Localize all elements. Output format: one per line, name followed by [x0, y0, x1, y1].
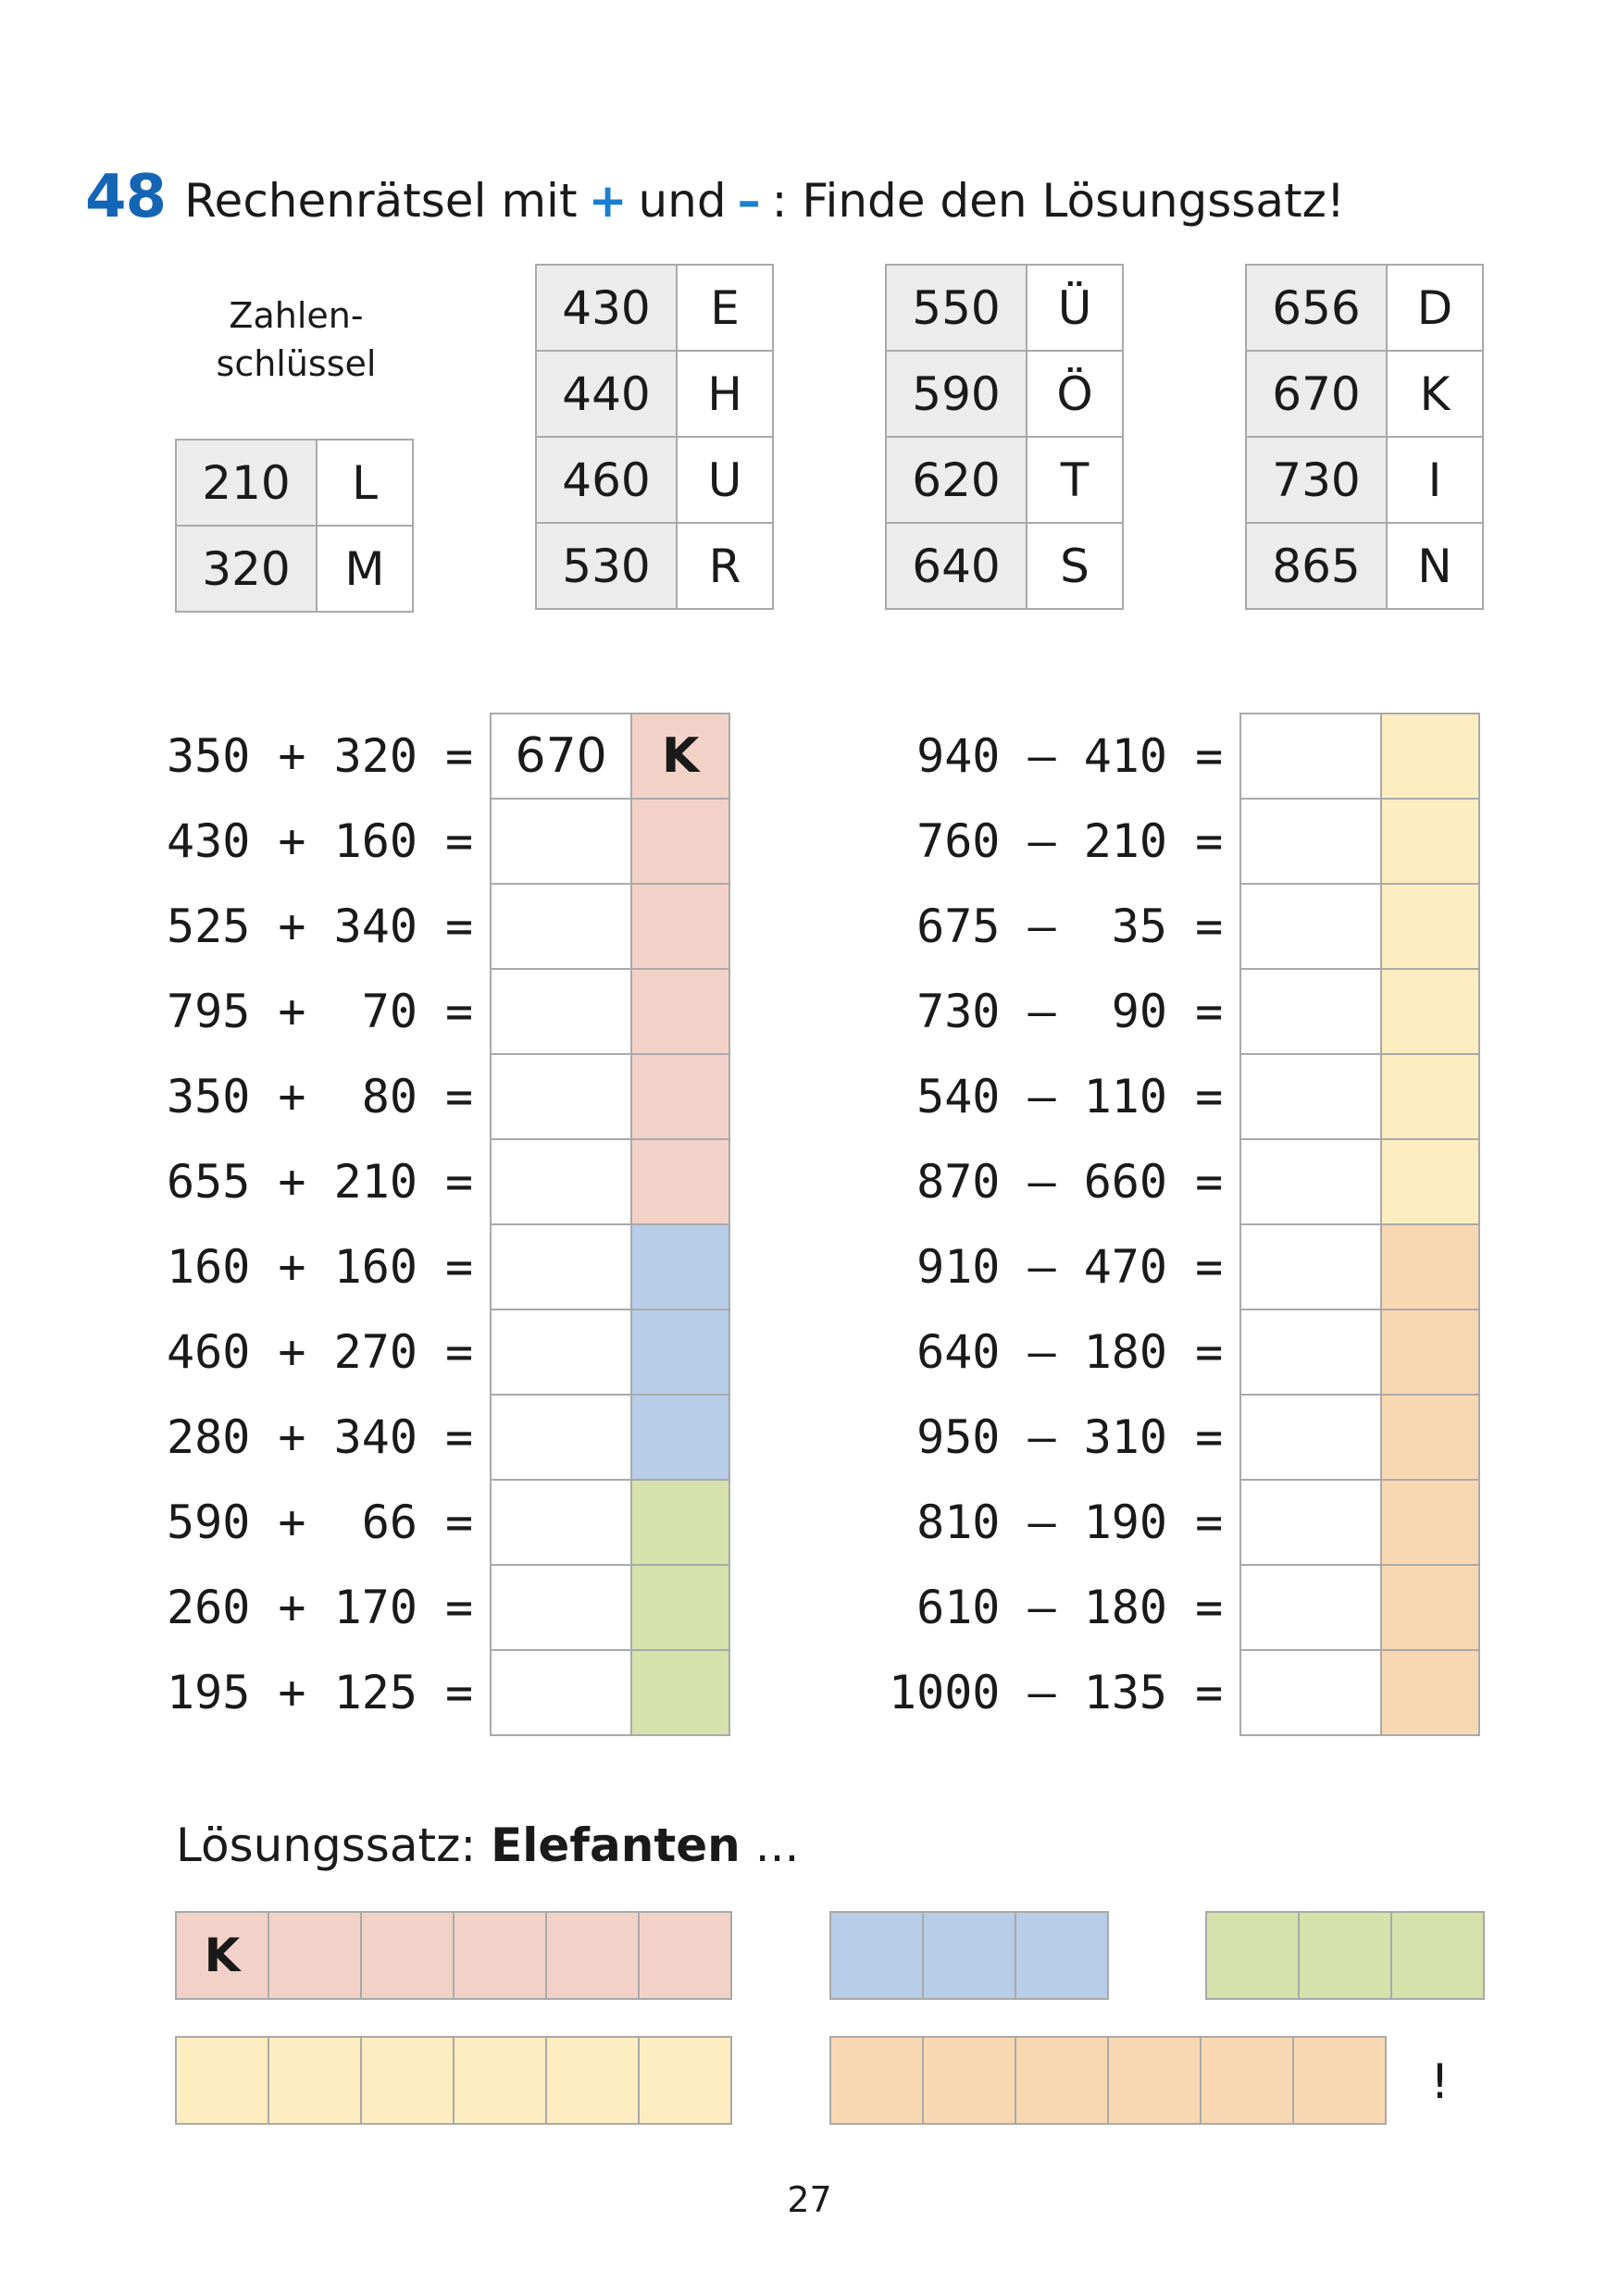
answer-box[interactable] [1240, 969, 1381, 1054]
key-table-3 [885, 264, 1124, 610]
solution-group-orange [829, 2036, 1385, 2125]
key-row [536, 265, 773, 351]
key-row [1246, 437, 1483, 523]
letter-box[interactable] [1381, 1650, 1479, 1735]
letter-box[interactable] [631, 1650, 729, 1735]
letter-box[interactable] [631, 799, 729, 884]
number-key-label-line2: schlüssel [216, 343, 377, 384]
key-number: 620 [886, 437, 1027, 523]
key-letter: L [317, 440, 413, 526]
exercise-term: 1000 – 135 = [889, 1666, 1224, 1719]
answer-box[interactable] [491, 1650, 631, 1735]
solution-letter-box[interactable] [922, 1911, 1016, 2000]
exercise-row [167, 1565, 729, 1650]
key-letter: H [677, 351, 773, 437]
solution-group-blue [829, 1911, 1107, 2000]
solution-letter-box[interactable] [268, 2036, 362, 2125]
answer-box[interactable] [491, 1480, 631, 1565]
exercise-term: 350 + 80 = [167, 1070, 474, 1123]
subtraction-table [889, 713, 1480, 1736]
answer-box[interactable] [1240, 1224, 1381, 1309]
answer-box[interactable] [1240, 799, 1381, 884]
exercise-row [889, 1054, 1479, 1139]
exercise-term: 730 – 90 = [916, 985, 1224, 1038]
exercise-term: 350 + 320 = [167, 729, 474, 783]
key-number: 590 [886, 351, 1027, 437]
exercise-row [167, 969, 729, 1054]
heading-text-before: Rechenrätsel mit [184, 174, 578, 228]
exercise-row [167, 1480, 729, 1565]
exercise-term: 525 + 340 = [167, 900, 474, 953]
exercise-term: 870 – 660 = [916, 1155, 1224, 1209]
answer-box[interactable] [1240, 1395, 1381, 1480]
key-table-2 [535, 264, 774, 610]
key-row [886, 523, 1123, 609]
letter-box[interactable] [1381, 1139, 1479, 1224]
exercise-term: 940 – 410 = [916, 729, 1224, 783]
exercise-row [889, 1565, 1479, 1650]
key-number: 656 [1246, 265, 1387, 351]
key-row [886, 437, 1123, 523]
key-letter: D [1387, 265, 1483, 351]
answer-box[interactable] [1240, 714, 1381, 799]
letter-box[interactable] [1381, 714, 1479, 799]
key-number: 440 [536, 351, 677, 437]
exercise-row [167, 1395, 729, 1480]
solution-letter-box[interactable] [453, 1911, 547, 2000]
exercise-term: 195 + 125 = [167, 1666, 474, 1719]
answer-box[interactable] [491, 799, 631, 884]
number-key-label-line1: Zahlen- [229, 295, 364, 336]
exercise-term: 430 + 160 = [167, 814, 474, 868]
solution-letter-box[interactable] [638, 2036, 732, 2125]
exercise-row [889, 1139, 1479, 1224]
exercise-term: 640 – 180 = [916, 1325, 1224, 1379]
key-row [1246, 523, 1483, 609]
exercise-term: 160 + 160 = [167, 1240, 474, 1294]
exercise-term: 795 + 70 = [167, 985, 474, 1038]
exercise-row [167, 884, 729, 969]
key-letter: U [677, 437, 773, 523]
answer-box[interactable] [491, 1139, 631, 1224]
minus-sign: – [737, 174, 761, 228]
page-number: 27 [787, 2179, 832, 2220]
exercise-term: 810 – 190 = [916, 1496, 1224, 1549]
exercise-row [889, 1309, 1479, 1395]
solution-letter-box[interactable] [453, 2036, 547, 2125]
letter-box[interactable] [1381, 969, 1479, 1054]
key-row [1246, 351, 1483, 437]
letter-box[interactable] [631, 1565, 729, 1650]
solution-ellipsis: ... [754, 1818, 800, 1872]
exercise-row [167, 1309, 729, 1395]
solution-label [176, 1818, 799, 1872]
letter-box[interactable] [631, 884, 729, 969]
solution-letter-box[interactable] [1015, 2036, 1109, 2125]
exercise-heading [85, 163, 1345, 237]
answer-box[interactable] [491, 1309, 631, 1395]
key-number: 730 [1246, 437, 1387, 523]
letter-box[interactable] [1381, 1309, 1479, 1395]
answer-box[interactable] [1240, 1565, 1381, 1650]
letter-box[interactable] [631, 1480, 729, 1565]
key-row [536, 523, 773, 609]
solution-group-yellow [175, 2036, 730, 2125]
answer-box[interactable] [1240, 1650, 1381, 1735]
exercise-term: 950 – 310 = [916, 1410, 1224, 1464]
key-letter: M [317, 526, 413, 612]
exercise-term: 260 + 170 = [167, 1581, 474, 1634]
key-number: 640 [886, 523, 1027, 609]
exercise-row [889, 714, 1479, 799]
addition-table [167, 713, 730, 1736]
key-number: 460 [536, 437, 677, 523]
key-letter: R [677, 523, 773, 609]
letter-box[interactable] [631, 1224, 729, 1309]
solution-letter-box[interactable] [1015, 1911, 1109, 2000]
solution-letter-box[interactable] [268, 1911, 362, 2000]
answer-box[interactable] [491, 1395, 631, 1480]
key-number: 430 [536, 265, 677, 351]
solution-letter-box[interactable] [829, 1911, 924, 2000]
exercise-term: 675 – 35 = [916, 900, 1224, 953]
exercise-term: 655 + 210 = [167, 1155, 474, 1209]
key-row [886, 265, 1123, 351]
exercise-row [167, 1054, 729, 1139]
key-number: 320 [176, 526, 317, 612]
exercise-row [889, 1650, 1479, 1735]
exercise-row [167, 799, 729, 884]
solution-group-green [1205, 1911, 1483, 2000]
letter-box[interactable] [1381, 884, 1479, 969]
solution-label-text: Lösungssatz: [176, 1818, 477, 1872]
solution-letter-box[interactable] [1205, 1911, 1300, 2000]
letter-box[interactable] [631, 1054, 729, 1139]
answer-box[interactable] [1240, 1054, 1381, 1139]
solution-letter-box[interactable] [1292, 2036, 1387, 2125]
exercise-row [167, 1650, 729, 1735]
exercise-row [889, 799, 1479, 884]
answer-box[interactable]: 670 [491, 714, 631, 799]
exercise-term: 760 – 210 = [916, 814, 1224, 868]
answer-box[interactable] [1240, 1309, 1381, 1395]
solution-letter-box[interactable] [360, 2036, 455, 2125]
key-number: 550 [886, 265, 1027, 351]
key-letter: N [1387, 523, 1483, 609]
key-letter: S [1027, 523, 1123, 609]
answer-box[interactable] [491, 884, 631, 969]
exercise-row [889, 969, 1479, 1054]
letter-box[interactable] [631, 969, 729, 1054]
solution-letter-box[interactable] [1107, 2036, 1202, 2125]
solution-letter-box[interactable] [638, 1911, 732, 2000]
solution-letter-box[interactable] [829, 2036, 924, 2125]
letter-box[interactable] [1381, 1054, 1479, 1139]
letter-box[interactable] [631, 1309, 729, 1395]
key-letter: T [1027, 437, 1123, 523]
letter-box[interactable] [1381, 1395, 1479, 1480]
answer-box[interactable] [491, 969, 631, 1054]
solution-group-pink [175, 1911, 730, 2000]
exercise-row [167, 714, 729, 799]
exercise-row [167, 1224, 729, 1309]
solution-letter-box[interactable] [922, 2036, 1016, 2125]
solution-letter-box[interactable] [1390, 1911, 1485, 2000]
exercise-term: 610 – 180 = [916, 1581, 1224, 1634]
key-row [536, 437, 773, 523]
answer-box[interactable] [491, 1054, 631, 1139]
exercise-row [167, 1139, 729, 1224]
key-letter: K [1387, 351, 1483, 437]
answer-box[interactable] [1240, 1139, 1381, 1224]
key-number: 210 [176, 440, 317, 526]
exercise-row [889, 1480, 1479, 1565]
solution-letter-box[interactable] [545, 2036, 640, 2125]
letter-box[interactable] [631, 1139, 729, 1224]
key-row [176, 526, 413, 612]
letter-box[interactable]: K [631, 714, 729, 799]
letter-box[interactable] [1381, 1480, 1479, 1565]
exercise-term: 910 – 470 = [916, 1240, 1224, 1294]
answer-box[interactable] [1240, 1480, 1381, 1565]
exercise-term: 590 + 66 = [167, 1496, 474, 1549]
key-number: 530 [536, 523, 677, 609]
key-row [1246, 265, 1483, 351]
answer-box[interactable] [491, 1565, 631, 1650]
heading-text-after: : Finde den Lösungssatz! [771, 174, 1345, 228]
exercise-term: 280 + 340 = [167, 1410, 474, 1464]
key-number: 865 [1246, 523, 1387, 609]
exercise-number: 48 [85, 163, 167, 231]
exercise-term: 540 – 110 = [916, 1070, 1224, 1123]
solution-letter-box[interactable] [1200, 2036, 1294, 2125]
key-row [886, 351, 1123, 437]
key-letter: Ö [1027, 351, 1123, 437]
answer-box[interactable] [491, 1224, 631, 1309]
solution-letter-box[interactable] [545, 1911, 640, 2000]
number-key-label [167, 292, 426, 388]
exercise-row [889, 884, 1479, 969]
key-number: 670 [1246, 351, 1387, 437]
solution-letter-box[interactable] [1298, 1911, 1392, 2000]
solution-letter-box[interactable] [360, 1911, 455, 2000]
key-table-4 [1245, 264, 1484, 610]
letter-box[interactable] [1381, 1565, 1479, 1650]
key-letter: E [677, 265, 773, 351]
key-row [176, 440, 413, 526]
letter-box[interactable] [631, 1395, 729, 1480]
solution-start-word: Elefanten [491, 1818, 741, 1872]
key-row [536, 351, 773, 437]
exercise-row [889, 1224, 1479, 1309]
solution-exclamation: ! [1430, 2054, 1450, 2110]
solution-letter-box[interactable] [175, 2036, 269, 2125]
plus-sign: + [588, 174, 628, 228]
key-letter: Ü [1027, 265, 1123, 351]
letter-box[interactable] [1381, 799, 1479, 884]
exercise-row [889, 1395, 1479, 1480]
key-letter: I [1387, 437, 1483, 523]
key-table-1 [175, 439, 414, 613]
letter-box[interactable] [1381, 1224, 1479, 1309]
heading-text-middle: und [638, 174, 727, 228]
solution-letter-box[interactable]: K [175, 1911, 269, 2000]
exercise-term: 460 + 270 = [167, 1325, 474, 1379]
answer-box[interactable] [1240, 884, 1381, 969]
